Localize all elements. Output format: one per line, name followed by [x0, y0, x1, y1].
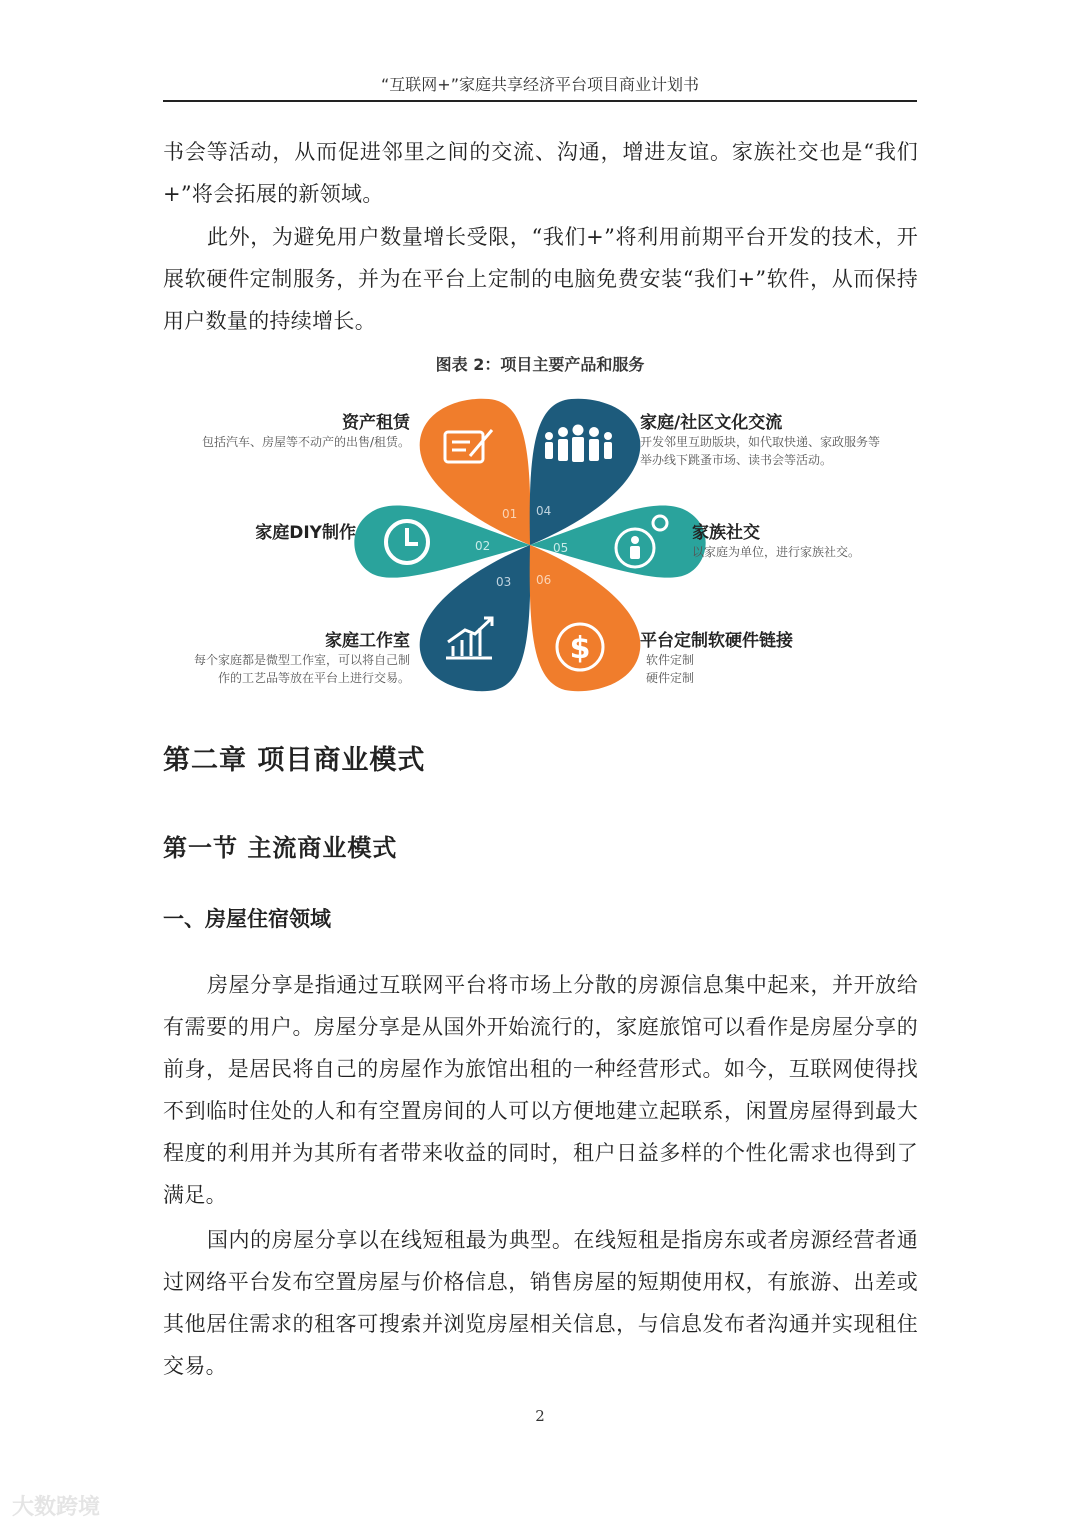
subsection-heading: 一、房屋住宿领域 — [163, 906, 331, 931]
item-desc: 开发邻里互助版块，如代取快递、家政服务等 — [640, 435, 881, 449]
petal-number-06: 06 — [536, 573, 552, 587]
item-desc: 包括汽车、房屋等不动产的出售/租赁。 — [201, 435, 410, 449]
item-custom-software-hardware — [640, 626, 890, 687]
item-desc: 作的工艺品等放在平台上进行交易。 — [217, 671, 410, 685]
petal-number-04: 04 — [536, 504, 552, 518]
petal-number-03: 03 — [496, 575, 512, 589]
item-desc: 以家庭为单位，进行家族社交。 — [692, 545, 861, 559]
item-asset-rental — [170, 408, 410, 451]
petal-number-02: 02 — [475, 539, 491, 553]
header-divider — [163, 100, 917, 102]
item-title: 家庭DIY制作 — [255, 523, 356, 543]
petal-number-01: 01 — [502, 507, 518, 521]
document-header: “互联网+”家庭共享经济平台项目商业计划书 — [381, 75, 699, 94]
item-title: 平台定制软硬件链接 — [640, 631, 793, 651]
paragraph-body-2: 国内的房屋分享以在线短租最为典型。在线短租是指房东或者房源经营者通过网络平台发布空置房屋与价格信息，销售房屋的短期使用权，有旅游、出差或其他居住需求的租客可搜索并浏览房屋相关信息，与信息发布者沟通并实现租住交易。 — [163, 1228, 918, 1378]
petal-number-05: 05 — [553, 541, 569, 555]
item-title: 家庭工作室 — [325, 631, 410, 651]
item-title: 家族社交 — [692, 523, 760, 543]
item-desc: 举办线下跳蚤市场、读书会等活动。 — [640, 453, 833, 467]
item-desc: 硬件定制 — [646, 671, 695, 685]
item-family-diy — [170, 518, 356, 543]
item-family-studio — [170, 626, 410, 687]
figure-caption: 图表 2：项目主要产品和服务 — [435, 355, 645, 374]
paragraph-intro-1: 书会等活动，从而促进邻里之间的交流、沟通，增进友谊。家族社交也是“我们+”将会拓展的新领域。 — [163, 140, 918, 206]
watermark-logo: 大数跨境 — [12, 1495, 101, 1520]
item-title: 资产租赁 — [342, 413, 410, 433]
section-heading: 第一节 主流商业模式 — [163, 833, 398, 862]
page-number: 2 — [535, 1407, 545, 1425]
item-desc: 每个家庭都是微型工作室，可以将自己制 — [193, 653, 410, 667]
chapter-heading: 第二章 项目商业模式 — [163, 745, 426, 776]
svg-text:$: $ — [569, 631, 591, 666]
item-clan-social — [692, 518, 922, 561]
paragraph-body-1: 房屋分享是指通过互联网平台将市场上分散的房源信息集中起来，并开放给有需要的用户。房屋分享是从国外开始流行的，家庭旅馆可以看作是房屋分享的前身，是居民将自己的房屋作为旅馆出租的一种经营形式。如今，互联网使得找不到临时住处的人和有空置房间的人可以方便地建立起联系，闲置房屋得到最大程度的利用并为其所有者带来收益的同时，租户日益多样的个性化需求也得到了满足。 — [163, 973, 918, 1207]
item-community-exchange — [640, 408, 930, 469]
item-desc: 软件定制 — [646, 653, 695, 667]
item-title: 家庭/社区文化交流 — [640, 413, 783, 433]
products-services-diagram — [170, 390, 930, 700]
paragraph-intro-2: 此外，为避免用户数量增长受限，“我们+”将利用前期平台开发的技术，开展软硬件定制服务，并为在平台上定制的电脑免费安装“我们+”软件，从而保持用户数量的持续增长。 — [163, 225, 918, 333]
